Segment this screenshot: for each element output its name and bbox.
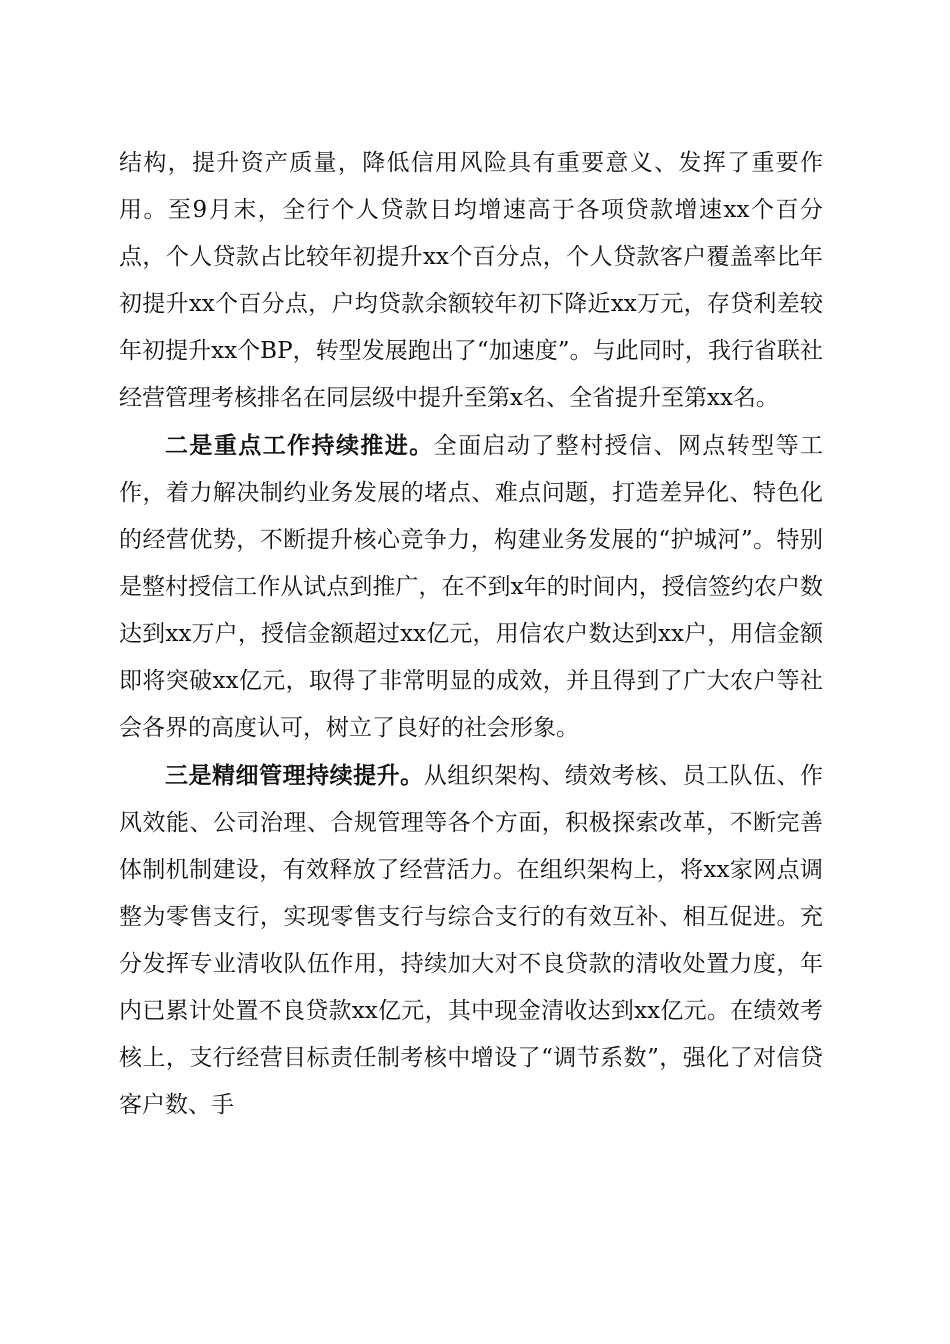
paragraph-2-lead: 二是重点工作持续推进。: [165, 432, 434, 459]
paragraph-2-body: 全面启动了整村授信、网点转型等工作，着力解决制约业务发展的堵点、难点问题，打造差异化、特色化的经营优势，不断提升核心竞争力，构建业务发展的“护城河”。特别是整村授信工作从试点到推广，在不到x年的时间内，授信签约农户数达到xx万户，授信金额超过xx亿元，用信农户数达到xx户，用信金额即将突破xx亿元，取得了非常明显的成效，并且得到了广大农户等社会各界的高度认可，树立了良好的社会形象。: [119, 433, 824, 741]
paragraph-3-lead: 三是精细管理持续提升。: [165, 762, 424, 789]
paragraph-2: [119, 422, 823, 752]
paragraph-3-body: 从组织架构、绩效考核、员工队伍、作风效能、公司治理、合规管理等各个方面，积极探索改革，不断完善体制机制建设，有效释放了经营活力。在组织架构上，将xx家网点调整为零售支行，实现零售支行与综合支行的有效互补、相互促进。充分发挥专业清收队伍作用，持续加大对不良贷款的清收处置力度，年内已累计处置不良贷款xx亿元，其中现金清收达到xx亿元。在绩效考核上，支行经营目标责任制考核中增设了“调节系数”，强化了对信贷客户数、手: [119, 763, 824, 1118]
paragraph-3: [119, 752, 823, 1129]
paragraph-1-body: 结构，提升资产质量，降低信用风险具有重要意义、发挥了重要作用。至9月末，全行个人贷款日均增速高于各项贷款增速xx个百分点，个人贷款占比较年初提升xx个百分点，个人贷款客户覆盖率比年初提升xx个百分点，户均贷款余额较年初下降近xx万元，存贷利差较年初提升xx个BP，转型发展跑出了“加速度”。与此同时，我行省联社经营管理考核排名在同层级中提升至第x名、全省提升至第xx名。: [119, 150, 823, 411]
paragraph-1: [119, 140, 823, 422]
document-body: [119, 140, 823, 1129]
